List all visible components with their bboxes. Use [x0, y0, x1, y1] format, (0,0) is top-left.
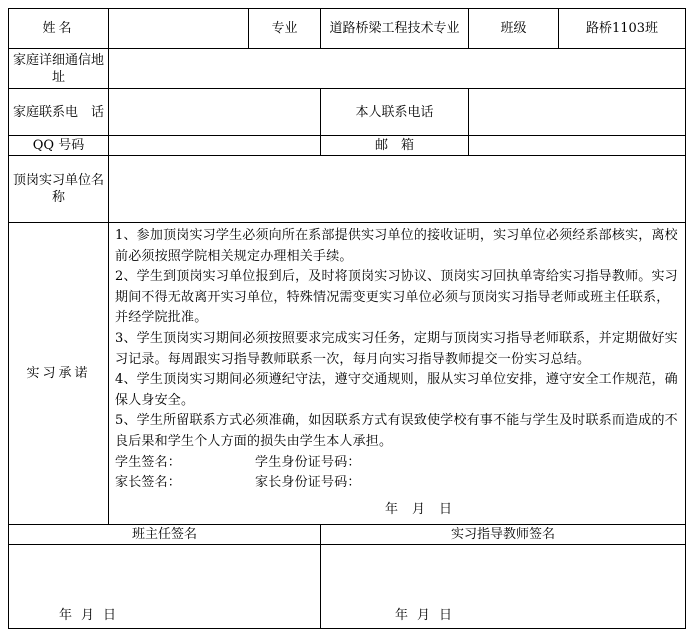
pledge-item-5: 5、学生所留联系方式必须准确，如因联系方式有误致使学校有事不能与学生及时联系而造成的不良后果和学生个人方面的损失由学生本人承担。 — [115, 413, 678, 449]
form-table — [8, 8, 686, 629]
pledge-item-2: 2、学生到顶岗实习单位报到后，及时将顶岗实习协议、顶岗实习回执单寄给实习指导教师。实习期间不得无故离开实习单位，特殊情况需变更实习单位必须与顶岗实习指导老师或班主任联系，并经学院批准。 — [115, 269, 678, 326]
pledge-item-4: 4、学生顶岗实习期间必须遵纪守法，遵守交通规则，服从实习单位安排，遵守安全工作规范，确保人身安全。 — [115, 372, 678, 408]
address-label: 家庭详细通信地址 — [9, 49, 109, 89]
pledge-row — [9, 223, 686, 525]
name-label: 姓名 — [9, 9, 109, 49]
mentor-sign-date: 年 月 日 — [395, 608, 454, 623]
major-label: 专业 — [249, 9, 321, 49]
company-label: 顶岗实习单位名称 — [9, 156, 109, 223]
qq-label: QQ 号码 — [9, 136, 109, 156]
signature-header-row — [9, 525, 686, 545]
phone-row — [9, 89, 686, 136]
address-field[interactable] — [109, 49, 686, 89]
head-teacher-sign-box[interactable] — [9, 545, 321, 629]
student-sign-label: 学生签名： — [115, 454, 182, 470]
head-teacher-sign-label: 班主任签名 — [9, 525, 321, 545]
own-phone-label: 本人联系电话 — [321, 89, 469, 136]
pledge-date: 年 月 日 — [385, 501, 453, 517]
company-row — [9, 156, 686, 223]
class-value: 路桥1103班 — [559, 9, 686, 49]
pledge-item-1: 1、参加顶岗实习学生必须向所在系部提供实习单位的接收证明，实习单位必须经系部核实，离校前必须按照学院相关规定办理相关手续。 — [115, 228, 678, 264]
mentor-sign-box[interactable] — [321, 545, 686, 629]
name-field[interactable] — [109, 9, 249, 49]
internship-registration-form — [8, 8, 685, 632]
major-value: 道路桥梁工程技术专业 — [321, 9, 469, 49]
address-row — [9, 49, 686, 89]
company-field[interactable] — [109, 156, 686, 223]
email-field[interactable] — [469, 136, 686, 156]
pledge-signature-block — [115, 453, 679, 493]
mentor-sign-label: 实习指导教师签名 — [321, 525, 686, 545]
pledge-item-3: 3、学生顶岗实习期间必须按照要求完成实习任务，定期与顶岗实习指导老师联系，并定期做好实习记录。每周跟实习指导教师联系一次，每月向实习指导教师提交一份实习总结。 — [115, 330, 678, 367]
family-phone-field[interactable] — [109, 89, 321, 136]
qq-field[interactable] — [109, 136, 321, 156]
pledge-content — [109, 223, 686, 525]
qq-email-row — [9, 136, 686, 156]
parent-sign-label: 家长签名： — [115, 474, 182, 490]
head-teacher-sign-date: 年 月 日 — [59, 608, 118, 623]
class-label: 班级 — [469, 9, 559, 49]
student-info-row — [9, 9, 686, 49]
signature-box-row — [9, 545, 686, 629]
pledge-label: 实习承诺 — [9, 223, 109, 525]
email-label: 邮 箱 — [321, 136, 469, 156]
own-phone-field[interactable] — [469, 89, 686, 136]
student-id-label: 学生身份证号码： — [255, 454, 361, 470]
family-phone-label: 家庭联系电 话 — [9, 89, 109, 136]
parent-id-label: 家长身份证号码： — [255, 474, 361, 490]
